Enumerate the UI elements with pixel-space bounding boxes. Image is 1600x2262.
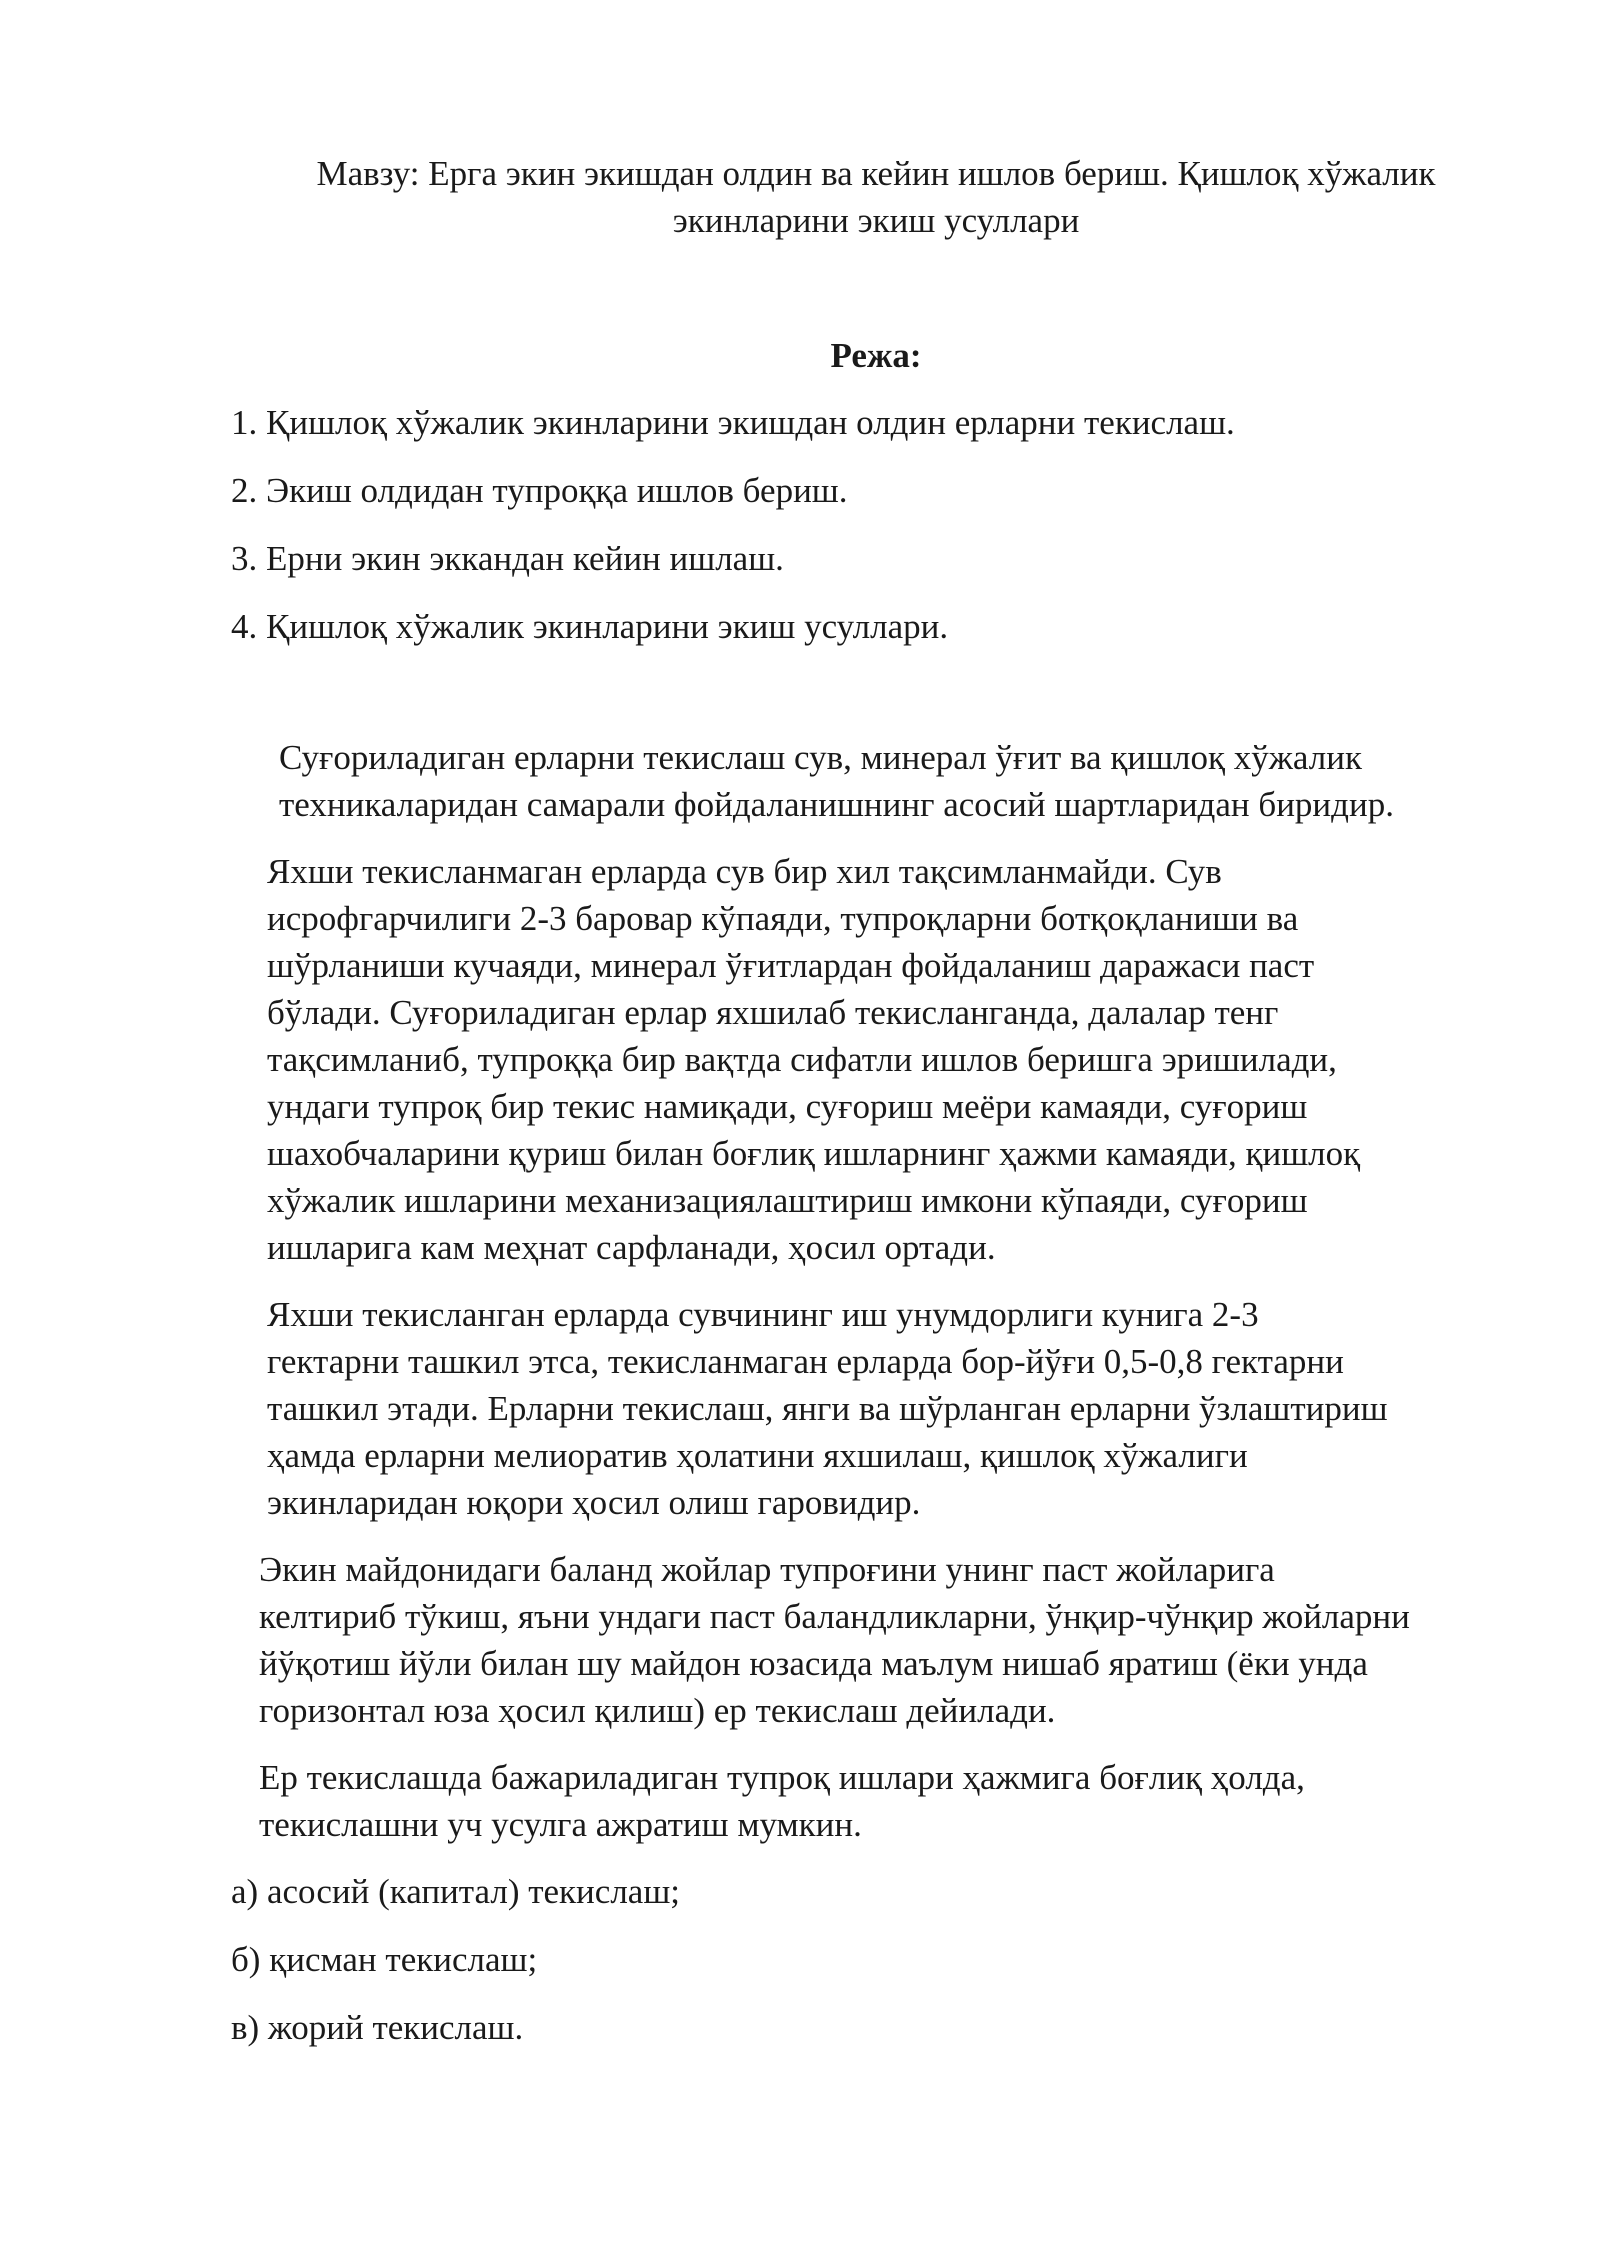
plan-item: 4. Қишлоқ хўжалик экинларини экиш усуллари. <box>231 607 949 646</box>
plan-item: 1. Қишлоқ хўжалик экинларини экишдан олдин ерларни текислаш. <box>231 403 1235 442</box>
leveling-type-item: в) жорий текислаш. <box>231 2008 524 2047</box>
paragraph-line: ҳамда ерларни мелиоратив ҳолатини яхшилаш, қишлоқ хўжалиги <box>267 1436 1248 1475</box>
paragraph-line: шахобчаларини қуриш билан боғлиқ ишларнинг ҳажми камаяди, қишлоқ <box>267 1134 1361 1173</box>
body-text <box>231 734 1491 2051</box>
paragraph-line: хўжалик ишларини механизациялаштириш имкони кўпаяди, суғориш <box>267 1181 1308 1220</box>
leveling-type-item: б) қисман текислаш; <box>231 1940 538 1979</box>
paragraph-line: Ер текислашда бажариладиган тупроқ ишлари ҳажмига боғлиқ ҳолда, <box>259 1758 1305 1797</box>
document-title <box>231 150 1491 244</box>
paragraph-line: ташкил этади. Ерларни текислаш, янги ва шўрланган ерларни ўзлаштириш <box>267 1389 1388 1428</box>
title-line: экинларини экиш усуллари <box>672 201 1080 240</box>
paragraph-line: Экин майдонидаги баланд жойлар тупроғини унинг паст жойларига <box>259 1550 1275 1589</box>
paragraph-line: бўлади. Суғориладиган ерлар яхшилаб текисланганда, далалар тенг <box>267 993 1279 1032</box>
plan-heading: Режа: <box>830 336 922 375</box>
paragraph <box>231 1546 1491 1734</box>
paragraph-line: техникаларидан самарали фойдаланишнинг асосий шартларидан биридир. <box>279 785 1394 824</box>
paragraph-line: шўрланиши кучаяди, минерал ўғитлардан фойдаланиш даражаси паст <box>267 946 1315 985</box>
paragraph-line: Яхши текисланмаган ерларда сув бир хил тақсимланмайди. Сув <box>267 852 1222 891</box>
paragraph-line: йўқотиш йўли билан шу майдон юзасида маълум нишаб яратиш (ёки унда <box>259 1644 1368 1683</box>
leveling-types-list <box>231 1868 1491 2051</box>
paragraph-line: текислашни уч усулга ажратиш мумкин. <box>259 1805 862 1844</box>
paragraph-line: исрофгарчилиги 2-3 баровар кўпаяди, тупроқларни ботқоқланиши ва <box>267 899 1299 938</box>
paragraph <box>231 1754 1491 1848</box>
paragraph-line: ишларига кам меҳнат сарфланади, ҳосил ортади. <box>267 1228 996 1267</box>
paragraph-line: горизонтал юза ҳосил қилиш) ер текислаш дейилади. <box>259 1691 1056 1730</box>
paragraph <box>231 734 1491 828</box>
title-line: Мавзу: Ерга экин экишдан олдин ва кейин ишлов бериш. Қишлоқ хўжалик <box>316 154 1436 193</box>
paragraph-line: тақсимланиб, тупроққа бир вақтда сифатли ишлов беришга эришилади, <box>267 1040 1337 1079</box>
paragraph-line: келтириб тўкиш, яъни ундаги паст баландликларни, ўнқир-чўнқир жойларни <box>259 1597 1410 1636</box>
paragraph-line: Суғориладиган ерларни текислаш сув, минерал ўғит ва қишлоқ хўжалик <box>279 738 1362 777</box>
paragraph-line: Яхши текисланган ерларда сувчининг иш унумдорлиги кунига 2-3 <box>267 1295 1259 1334</box>
plan-item: 3. Ерни экин эккандан кейин ишлаш. <box>231 539 784 578</box>
paragraph <box>231 848 1491 1271</box>
paragraph-line: экинларидан юқори ҳосил олиш гаровидир. <box>267 1483 921 1522</box>
plan-item: 2. Экиш олдидан тупроққа ишлов бериш. <box>231 471 848 510</box>
document-content <box>231 150 1491 2072</box>
leveling-type-item: а) асосий (капитал) текислаш; <box>231 1872 681 1911</box>
paragraph-line: ундаги тупроқ бир текис намиқади, суғориш меёри камаяди, суғориш <box>267 1087 1308 1126</box>
paragraph <box>231 1291 1491 1526</box>
paragraph-line: гектарни ташкил этса, текисланмаган ерларда бор-йўғи 0,5-0,8 гектарни <box>267 1342 1344 1381</box>
plan-list <box>231 399 1491 650</box>
